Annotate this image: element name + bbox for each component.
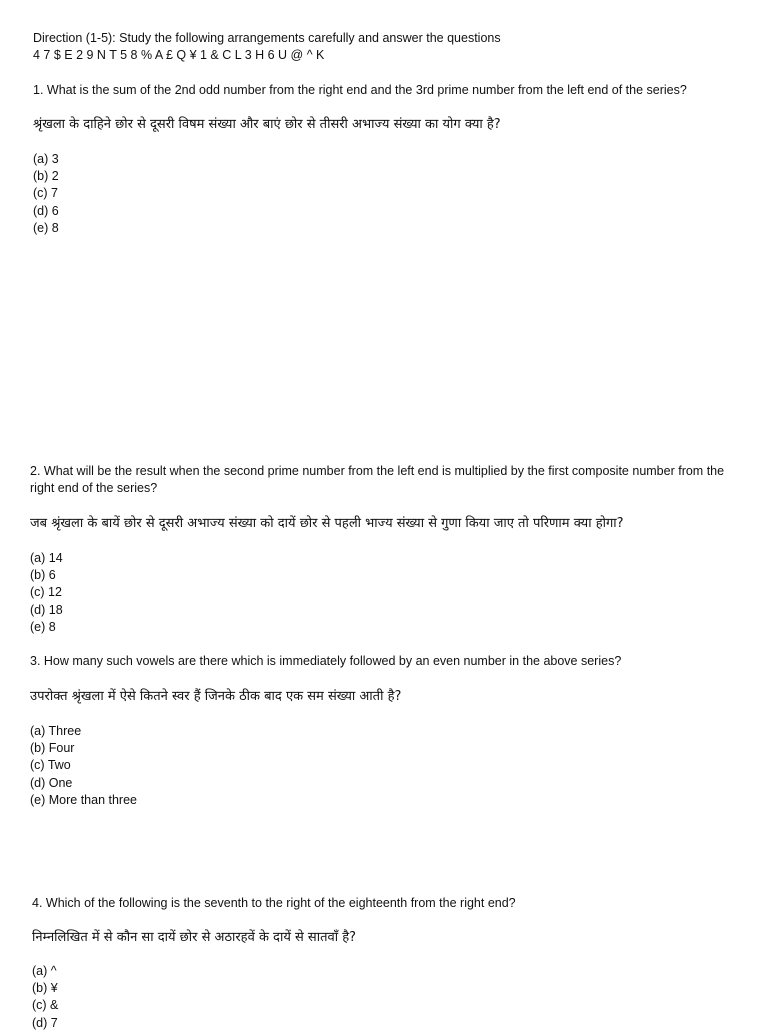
question-2-hindi: जब श्रृंखला के बायें छोर से दूसरी अभाज्य संख्या को दायें छोर से पहली भाज्य संख्या से गुणा किया जाए तो परिणाम क्या होगा? bbox=[30, 516, 624, 531]
option-d: (d) 18 bbox=[30, 602, 63, 617]
direction-heading: Direction (1-5): Study the following arrangements carefully and answer the questions bbox=[33, 31, 501, 45]
question-4-text: 4. Which of the following is the seventh to the right of the eighteenth from the right end? bbox=[32, 896, 516, 910]
option-e: (e) More than three bbox=[30, 792, 137, 807]
question-1-text: 1. What is the sum of the 2nd odd number from the right end and the 3rd prime number from the left end of the series? bbox=[33, 83, 687, 97]
question-2-options bbox=[30, 550, 63, 636]
option-a: (a) 14 bbox=[30, 551, 63, 565]
option-e: (e) 8 bbox=[30, 619, 56, 634]
question-3-options bbox=[30, 723, 137, 809]
option-a: (a) ^ bbox=[32, 964, 57, 978]
question-3-text: 3. How many such vowels are there which is immediately followed by an even number in the above series? bbox=[30, 654, 622, 668]
option-b: (b) 6 bbox=[30, 568, 56, 583]
option-a: (a) Three bbox=[30, 724, 82, 738]
option-c: (c) 12 bbox=[30, 585, 62, 600]
option-b: (b) ¥ bbox=[32, 981, 58, 996]
question-1-options bbox=[33, 151, 59, 237]
option-c: (c) 7 bbox=[33, 186, 58, 201]
direction-series: 4 7 $ E 2 9 N T 5 8 % A £ Q ¥ 1 & C L 3 H 6 U @ ^ K bbox=[33, 48, 325, 62]
question-4-options bbox=[32, 963, 58, 1032]
option-b: (b) 2 bbox=[33, 169, 59, 184]
question-2-text: 2. What will be the result when the second prime number from the left end is multiplied by the first composite number from the right end of the series? bbox=[30, 464, 725, 495]
option-e: (e) 8 bbox=[33, 220, 59, 235]
option-d: (d) 6 bbox=[33, 203, 59, 218]
question-4-hindi: निम्नलिखित में से कौन सा दायें छोर से अठारहवें के दायें से सातवाँ है? bbox=[32, 930, 357, 945]
question-1-hindi: श्रृंखला के दाहिने छोर से दूसरी विषम संख्या और बाएं छोर से तीसरी अभाज्य संख्या का योग क्या है? bbox=[33, 117, 501, 132]
option-b: (b) Four bbox=[30, 741, 75, 756]
option-d: (d) One bbox=[30, 775, 73, 790]
question-3-hindi: उपरोक्त श्रृंखला में ऐसे कितने स्वर हैं जिनके ठीक बाद एक सम संख्या आती है? bbox=[30, 689, 402, 704]
option-c: (c) Two bbox=[30, 758, 71, 773]
option-a: (a) 3 bbox=[33, 152, 59, 166]
option-c: (c) & bbox=[32, 998, 59, 1013]
option-d: (d) 7 bbox=[32, 1015, 58, 1030]
